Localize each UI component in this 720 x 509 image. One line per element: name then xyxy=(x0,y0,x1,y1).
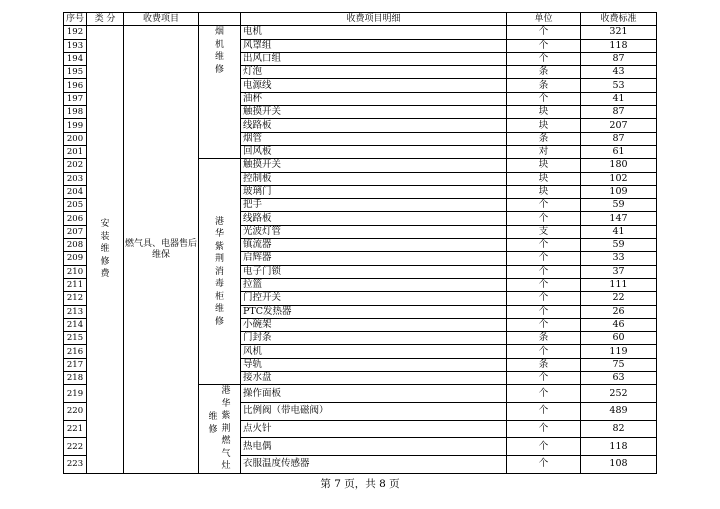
item-standard: 59 xyxy=(581,239,657,252)
group-cell xyxy=(199,159,241,385)
item-standard: 26 xyxy=(581,305,657,318)
item-standard: 108 xyxy=(581,456,657,474)
item-unit: 个 xyxy=(507,239,581,252)
group-sublabel: 港华紫荆燃气灶 xyxy=(221,386,231,472)
item-standard: 41 xyxy=(581,225,657,238)
row-number: 211 xyxy=(64,278,87,291)
page-footer: 第 7 页，共 8 页 xyxy=(320,478,400,490)
item-standard: 37 xyxy=(581,265,657,278)
item-name: 回风板 xyxy=(241,145,507,158)
row-number: 210 xyxy=(64,265,87,278)
item-standard: 43 xyxy=(581,66,657,79)
item-unit: 个 xyxy=(507,265,581,278)
row-number: 203 xyxy=(64,172,87,185)
table-body xyxy=(64,26,657,474)
item-standard: 489 xyxy=(581,403,657,421)
item-name: 把手 xyxy=(241,199,507,212)
item-unit: 个 xyxy=(507,52,581,65)
item-standard: 33 xyxy=(581,252,657,265)
item-name: 操作面板 xyxy=(241,385,507,403)
item-name: 触摸开关 xyxy=(241,106,507,119)
row-number: 200 xyxy=(64,132,87,145)
item-unit: 条 xyxy=(507,332,581,345)
item-unit: 支 xyxy=(507,225,581,238)
item-unit: 块 xyxy=(507,106,581,119)
group-label: 港华紫荆消毒柜维修 xyxy=(214,216,224,327)
row-number: 216 xyxy=(64,345,87,358)
item-standard: 180 xyxy=(581,159,657,172)
item-name: 导轨 xyxy=(241,358,507,371)
header-category: 类 分 xyxy=(87,13,124,26)
item-standard: 111 xyxy=(581,278,657,291)
item-unit: 个 xyxy=(507,305,581,318)
item-unit: 个 xyxy=(507,318,581,331)
item-unit: 个 xyxy=(507,92,581,105)
item-name: 门封条 xyxy=(241,332,507,345)
item-standard: 118 xyxy=(581,39,657,52)
row-number: 222 xyxy=(64,438,87,456)
item-name: 电子门锁 xyxy=(241,265,507,278)
item-standard: 252 xyxy=(581,385,657,403)
item-unit: 个 xyxy=(507,372,581,385)
item-unit: 个 xyxy=(507,292,581,305)
item-unit: 个 xyxy=(507,39,581,52)
item-standard: 82 xyxy=(581,420,657,438)
item-unit: 个 xyxy=(507,456,581,474)
item-standard: 118 xyxy=(581,438,657,456)
row-number: 195 xyxy=(64,66,87,79)
row-number: 196 xyxy=(64,79,87,92)
table-row xyxy=(64,26,657,39)
item-unit: 条 xyxy=(507,358,581,371)
header-unit: 单位 xyxy=(507,13,581,26)
item-name: 灯泡 xyxy=(241,66,507,79)
row-number: 197 xyxy=(64,92,87,105)
item-unit: 个 xyxy=(507,420,581,438)
item-unit: 对 xyxy=(507,145,581,158)
header-standard: 收费标准 xyxy=(581,13,657,26)
item-name: 出风口组 xyxy=(241,52,507,65)
item-standard: 60 xyxy=(581,332,657,345)
row-number: 202 xyxy=(64,159,87,172)
item-standard: 63 xyxy=(581,372,657,385)
item-unit: 块 xyxy=(507,185,581,198)
header-no: 序号 xyxy=(64,13,87,26)
row-number: 209 xyxy=(64,252,87,265)
item-name: 风罩组 xyxy=(241,39,507,52)
item-unit: 个 xyxy=(507,278,581,291)
row-number: 217 xyxy=(64,358,87,371)
item-name: 控制板 xyxy=(241,172,507,185)
row-number: 204 xyxy=(64,185,87,198)
category-cell xyxy=(87,26,124,474)
item-standard: 61 xyxy=(581,145,657,158)
item-name: 衣服温度传感器 xyxy=(241,456,507,474)
category-label: 安装维修费 xyxy=(100,219,110,280)
item-name: 电机 xyxy=(241,26,507,39)
item-standard: 87 xyxy=(581,106,657,119)
row-number: 201 xyxy=(64,145,87,158)
row-number: 214 xyxy=(64,318,87,331)
item-standard: 87 xyxy=(581,52,657,65)
item-standard: 59 xyxy=(581,199,657,212)
item-unit: 个 xyxy=(507,212,581,225)
header-detail: 收费项目明细 xyxy=(241,13,507,26)
item-standard: 102 xyxy=(581,172,657,185)
item-standard: 109 xyxy=(581,185,657,198)
item-unit: 块 xyxy=(507,172,581,185)
item-unit: 个 xyxy=(507,385,581,403)
row-number: 199 xyxy=(64,119,87,132)
item-name: 门控开关 xyxy=(241,292,507,305)
item-unit: 块 xyxy=(507,119,581,132)
row-number: 219 xyxy=(64,385,87,403)
item-name: 光波灯管 xyxy=(241,225,507,238)
item-unit: 个 xyxy=(507,199,581,212)
item-unit: 条 xyxy=(507,66,581,79)
item-name: 接水盘 xyxy=(241,372,507,385)
row-number: 193 xyxy=(64,39,87,52)
row-number: 205 xyxy=(64,199,87,212)
header-fee-item: 收费项目 xyxy=(124,13,199,26)
row-number: 206 xyxy=(64,212,87,225)
item-name: 油杯 xyxy=(241,92,507,105)
item-unit: 个 xyxy=(507,403,581,421)
fee-item-cell xyxy=(124,26,199,474)
group-label: 维修 xyxy=(208,412,218,435)
item-standard: 207 xyxy=(581,119,657,132)
item-unit: 个 xyxy=(507,252,581,265)
row-number: 208 xyxy=(64,239,87,252)
item-name: 小碗架 xyxy=(241,318,507,331)
item-name: 拉篮 xyxy=(241,278,507,291)
row-number: 221 xyxy=(64,420,87,438)
item-standard: 22 xyxy=(581,292,657,305)
item-name: 热电偶 xyxy=(241,438,507,456)
item-standard: 41 xyxy=(581,92,657,105)
item-unit: 个 xyxy=(507,345,581,358)
header-row xyxy=(64,13,657,26)
item-name: 比例阀（带电磁阀） xyxy=(241,403,507,421)
row-number: 213 xyxy=(64,305,87,318)
item-standard: 87 xyxy=(581,132,657,145)
header-group xyxy=(199,13,241,26)
item-unit: 条 xyxy=(507,132,581,145)
fee-table xyxy=(63,12,657,474)
group-label-wrap xyxy=(199,385,240,473)
row-number: 198 xyxy=(64,106,87,119)
item-unit: 条 xyxy=(507,79,581,92)
row-number: 218 xyxy=(64,372,87,385)
item-name: 点火针 xyxy=(241,420,507,438)
row-number: 215 xyxy=(64,332,87,345)
item-standard: 119 xyxy=(581,345,657,358)
group-cell xyxy=(199,26,241,159)
row-number: 194 xyxy=(64,52,87,65)
row-number: 220 xyxy=(64,403,87,421)
item-unit: 个 xyxy=(507,26,581,39)
item-unit: 个 xyxy=(507,438,581,456)
item-name: 触摸开关 xyxy=(241,159,507,172)
item-unit: 块 xyxy=(507,159,581,172)
row-number: 223 xyxy=(64,456,87,474)
item-name: 启辉器 xyxy=(241,252,507,265)
item-name: PTC发热器 xyxy=(241,305,507,318)
item-name: 玻璃门 xyxy=(241,185,507,198)
row-number: 207 xyxy=(64,225,87,238)
item-name: 镇流器 xyxy=(241,239,507,252)
item-name: 线路板 xyxy=(241,119,507,132)
item-standard: 321 xyxy=(581,26,657,39)
row-number: 192 xyxy=(64,26,87,39)
item-name: 烟管 xyxy=(241,132,507,145)
item-standard: 53 xyxy=(581,79,657,92)
fee-item-label: 燃气具、电器售后维保 xyxy=(124,238,197,260)
item-name: 风机 xyxy=(241,345,507,358)
group-label: 烟机维修 xyxy=(214,27,224,75)
group-cell xyxy=(199,385,241,474)
item-name: 线路板 xyxy=(241,212,507,225)
item-name: 电源线 xyxy=(241,79,507,92)
item-standard: 75 xyxy=(581,358,657,371)
item-standard: 46 xyxy=(581,318,657,331)
item-standard: 147 xyxy=(581,212,657,225)
row-number: 212 xyxy=(64,292,87,305)
